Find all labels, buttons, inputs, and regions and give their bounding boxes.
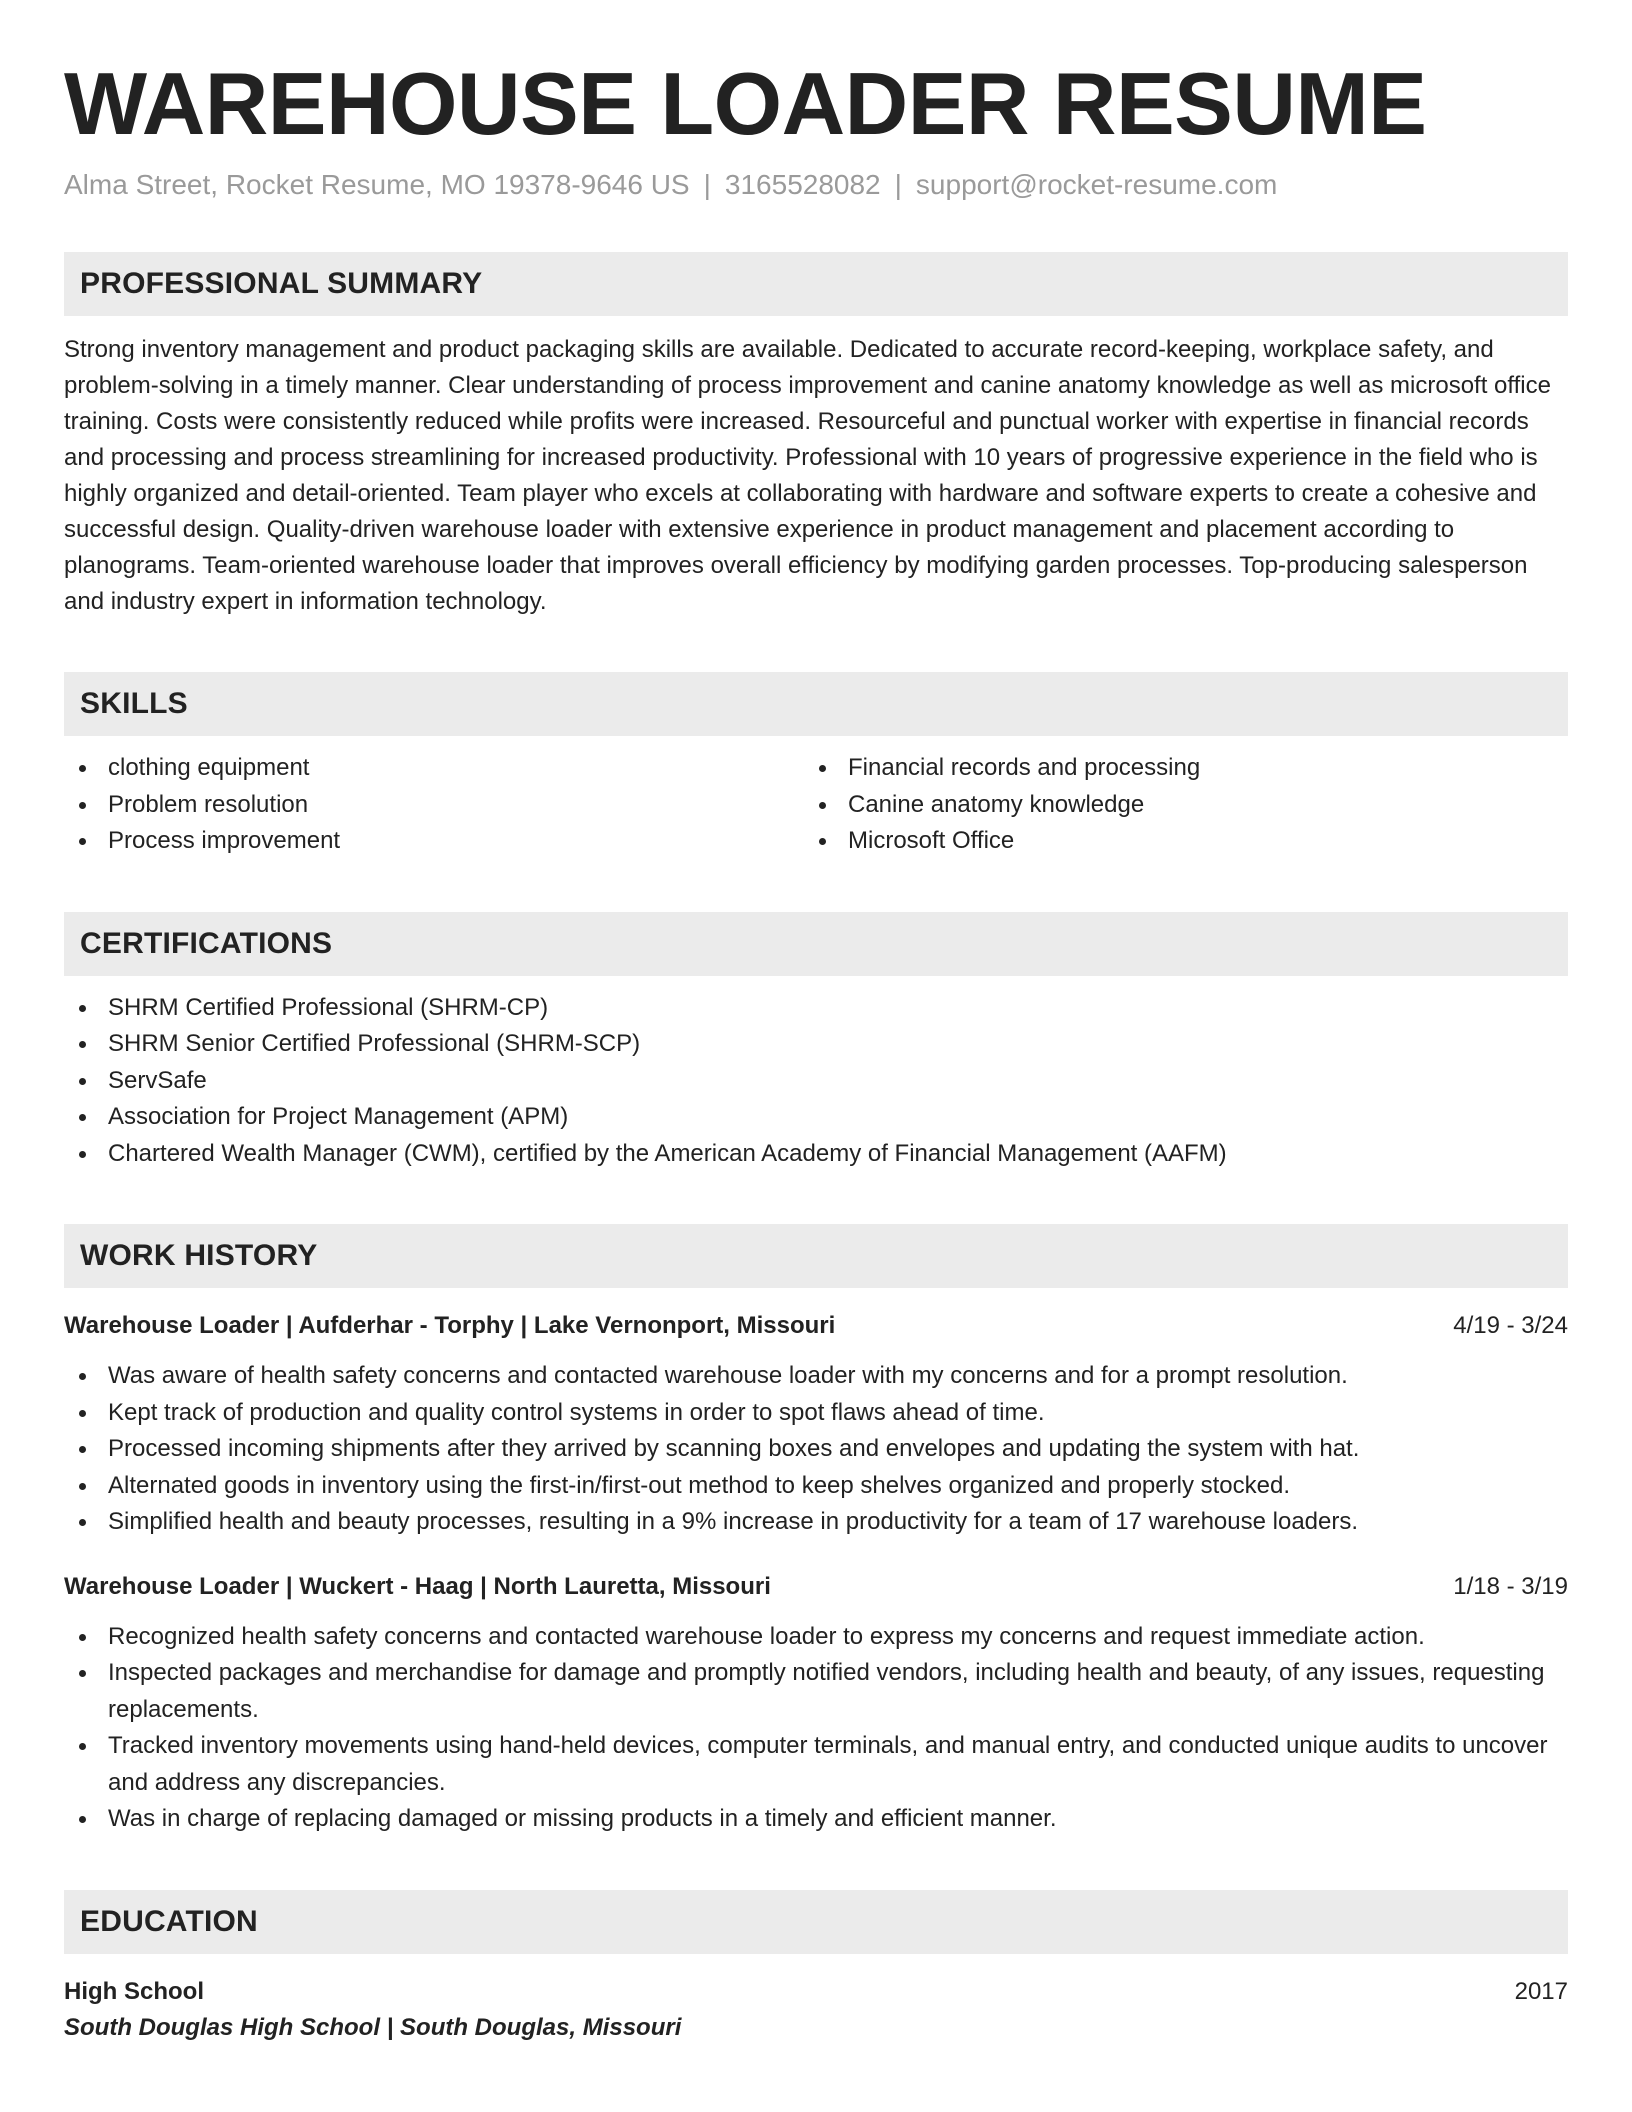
education-year: 2017: [1514, 1977, 1568, 2005]
contact-address: Alma Street, Rocket Resume, MO 19378-9646 US: [64, 169, 690, 200]
certifications-list: [64, 990, 1568, 1173]
job-bullet: Was in charge of replacing damaged or missing products in a timely and efficient manner.: [64, 1801, 1568, 1838]
job-bullet: Tracked inventory movements using hand-held devices, computer terminals, and manual entry, and conducted unique audits to uncover and address any discrepancies.: [64, 1728, 1568, 1801]
section-heading-summary: PROFESSIONAL SUMMARY: [64, 252, 1568, 316]
skill-item: Canine anatomy knowledge: [804, 787, 1544, 824]
certification-item: ServSafe: [64, 1063, 1568, 1100]
job-dates: 4/19 - 3/24: [1453, 1312, 1568, 1339]
job-header: [64, 1308, 1568, 1344]
job-bullet: Inspected packages and merchandise for damage and promptly notified vendors, including health and beauty, of any issues, requesting replacements.: [64, 1655, 1568, 1728]
contact-separator: |: [894, 169, 902, 200]
job-title: Warehouse Loader | Aufderhar - Torphy | Lake Vernonport, Missouri: [64, 1312, 836, 1339]
job-bullets: [64, 1619, 1568, 1838]
certification-item: SHRM Senior Certified Professional (SHRM-SCP): [64, 1026, 1568, 1063]
contact-phone: 3165528082: [724, 169, 881, 200]
job-bullet: Kept track of production and quality control systems in order to spot flaws ahead of time.: [64, 1395, 1568, 1432]
education-school: South Douglas High School | South Douglas, Missouri: [64, 2013, 682, 2041]
job-entry: [64, 1569, 1568, 1838]
skill-item: Problem resolution: [64, 787, 804, 824]
job-dates: 1/18 - 3/19: [1453, 1572, 1568, 1600]
skill-item: clothing equipment: [64, 750, 804, 787]
certification-item: Association for Project Management (APM): [64, 1099, 1568, 1136]
skill-item: Microsoft Office: [804, 823, 1544, 860]
skills-column-right: [804, 750, 1544, 860]
section-heading-work-history: WORK HISTORY: [64, 1224, 1568, 1288]
job-title: Warehouse Loader | Wuckert - Haag | North Lauretta, Missouri: [64, 1572, 771, 1600]
skill-item: Process improvement: [64, 823, 804, 860]
job-bullet: Alternated goods in inventory using the first-in/first-out method to keep shelves organized and properly stocked.: [64, 1468, 1568, 1505]
section-heading-education: EDUCATION: [64, 1890, 1568, 1954]
section-heading-skills: SKILLS: [64, 672, 1568, 736]
job-bullet: Processed incoming shipments after they arrived by scanning boxes and envelopes and updating the system with hat.: [64, 1431, 1568, 1468]
job-bullet: Simplified health and beauty processes, resulting in a 9% increase in productivity for a team of 17 warehouse loaders.: [64, 1504, 1568, 1541]
education-degree: High School: [64, 1977, 204, 2005]
certification-item: Chartered Wealth Manager (CWM), certified by the American Academy of Financial Management (AAFM): [64, 1136, 1568, 1173]
contact-email[interactable]: support@rocket-resume.com: [915, 169, 1278, 200]
summary-text: Strong inventory management and product packaging skills are available. Dedicated to accurate record-keeping, workplace safety, and problem-solving in a timely manner. Clear understanding of process improvement and canine anatomy knowledge as well as microsoft office training. Costs were consistently reduced while profits were increased. Resourceful and punctual worker with expertise in financial records and processing and process streamlining for increased productivity. Professional with 10 years of progressive experience in the field who is highly organized and detail-oriented. Team player who excels at collaborating with hardware and software experts to create a cohesive and successful design. Quality-driven warehouse loader with extensive experience in product management and placement according to planograms. Team-oriented warehouse loader that improves overall efficiency by modifying garden processes. Top-producing salesperson and industry expert in information technology.: [64, 336, 1551, 615]
contact-separator: |: [703, 169, 711, 200]
skills-column-left: [64, 750, 804, 860]
job-bullet: Recognized health safety concerns and contacted warehouse loader to express my concerns and request immediate action.: [64, 1619, 1568, 1656]
certification-item: SHRM Certified Professional (SHRM-CP): [64, 990, 1568, 1027]
job-bullet: Was aware of health safety concerns and contacted warehouse loader with my concerns and for a prompt resolution.: [64, 1358, 1568, 1395]
contact-line: [64, 168, 1568, 202]
job-bullets: [64, 1358, 1568, 1541]
section-heading-certifications: CERTIFICATIONS: [64, 912, 1568, 976]
education-header: [64, 1974, 1568, 2010]
job-header: [64, 1569, 1568, 1605]
job-entry: [64, 1308, 1568, 1541]
resume-title: WAREHOUSE LOADER RESUME: [64, 54, 1427, 153]
skill-item: Financial records and processing: [804, 750, 1544, 787]
skills-list: [64, 750, 1568, 860]
